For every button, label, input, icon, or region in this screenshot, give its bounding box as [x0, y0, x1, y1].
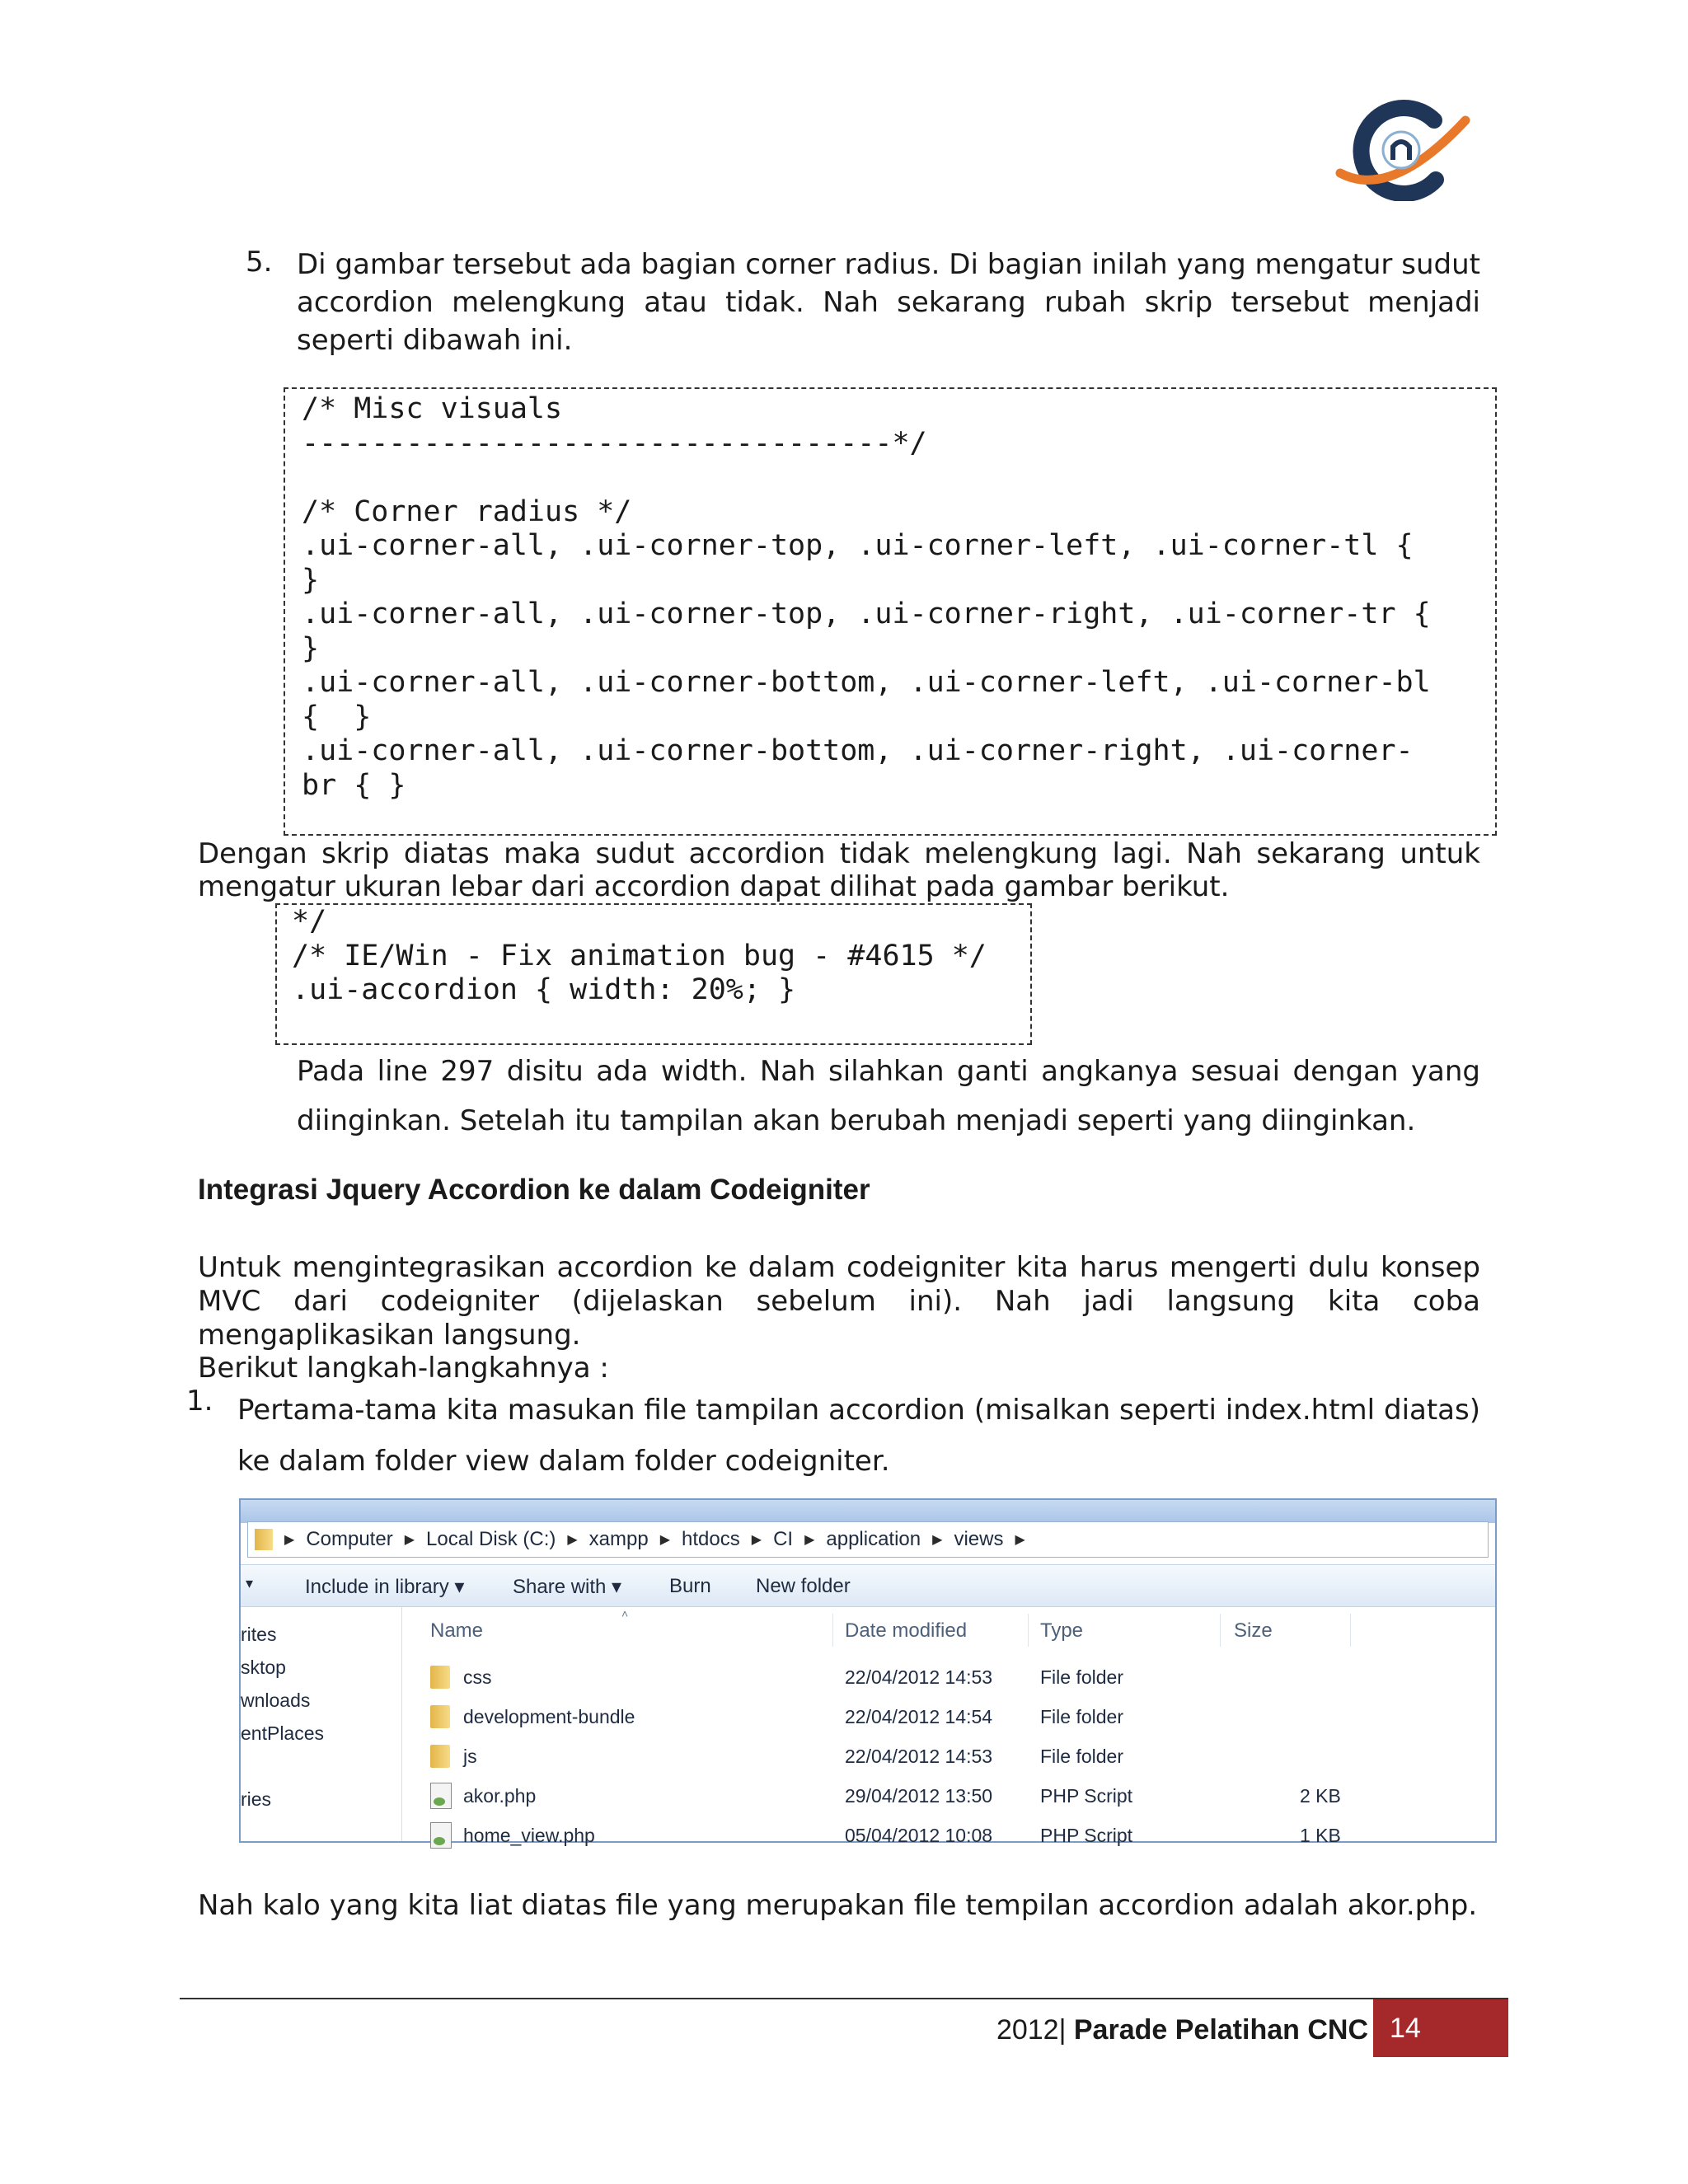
breadcrumb-item[interactable]: htdocs	[682, 1528, 740, 1550]
footer-title	[907, 2003, 1368, 2057]
file-date: 22/04/2012 14:53	[845, 1666, 993, 1688]
toolbar	[241, 1564, 1495, 1607]
code-line: ----------------------------------*/	[302, 426, 927, 460]
nav-item-downloads[interactable]: wnloads	[241, 1690, 311, 1711]
code-line: }	[302, 631, 320, 665]
include-in-library-button[interactable]: Include in library ▾	[305, 1576, 465, 1598]
file-row[interactable]	[430, 1820, 1495, 1853]
paragraph-line-297: Pada line 297 disitu ada width. Nah silahkan ganti angkanya sesuai dengan yang diinginkan. Setelah itu tampilan akan berubah menjadi seperti yang diinginkan.	[297, 1055, 1480, 1137]
php-file-icon	[430, 1783, 452, 1809]
nav-item-favorites[interactable]: rites	[241, 1624, 277, 1645]
column-header-date[interactable]: Date modified	[845, 1619, 968, 1642]
file-name: home_view.php	[463, 1825, 595, 1846]
file-name: akor.php	[463, 1785, 537, 1807]
code-line: .ui-corner-all, .ui-corner-bottom, .ui-corner-left, .ui-corner-bl	[302, 666, 1431, 699]
code-line: */	[292, 905, 327, 938]
code-line: /* Corner radius */	[302, 494, 632, 528]
code-line: /* Misc visuals	[302, 392, 563, 425]
chevron-right-icon[interactable]: ▶	[1015, 1533, 1025, 1547]
file-date: 05/04/2012 10:08	[845, 1825, 993, 1846]
file-row[interactable]	[430, 1780, 1495, 1813]
file-date: 29/04/2012 13:50	[845, 1785, 993, 1807]
code-line	[302, 461, 1431, 495]
cnc-logo-icon	[1334, 97, 1472, 201]
nav-item-libraries[interactable]: ries	[241, 1788, 272, 1810]
chevron-right-icon[interactable]: ▶	[932, 1533, 943, 1547]
file-date: 22/04/2012 14:54	[845, 1706, 993, 1727]
column-header-type[interactable]: Type	[1040, 1619, 1084, 1642]
step-5-number: 5.	[246, 246, 273, 279]
burn-button[interactable]: Burn	[669, 1575, 711, 1597]
file-type: PHP Script	[1040, 1825, 1133, 1846]
folder-icon	[255, 1529, 273, 1550]
chevron-right-icon[interactable]: ▶	[659, 1533, 671, 1547]
file-size: 2 KB	[1300, 1785, 1341, 1807]
file-date: 22/04/2012 14:53	[845, 1746, 993, 1767]
file-type: PHP Script	[1040, 1785, 1133, 1807]
code-line: }	[302, 563, 320, 597]
share-with-button[interactable]: Share with ▾	[513, 1576, 622, 1598]
step-5-text: Di gambar tersebut ada bagian corner radius. Di bagian inilah yang mengatur sudut accordion melengkung atau tidak. Nah sekarang rubah skrip tersebut menjadi seperti dibawah ini.	[297, 248, 1480, 357]
section-heading: Integrasi Jquery Accordion ke dalam Codeigniter	[198, 1174, 870, 1206]
code-block-accordion-width	[275, 903, 1032, 1045]
organize-dropdown-icon[interactable]: ▾	[246, 1575, 254, 1591]
breadcrumb-item[interactable]: Computer	[306, 1528, 393, 1550]
code-line: { }	[302, 700, 372, 733]
chevron-right-icon[interactable]: ▶	[804, 1533, 815, 1547]
navigation-pane	[241, 1607, 402, 1841]
code-line: br { }	[302, 768, 406, 802]
file-name: development-bundle	[463, 1706, 635, 1727]
file-row[interactable]	[430, 1701, 1495, 1734]
folder-icon	[430, 1666, 450, 1689]
nav-item-recent-places[interactable]: entPlaces	[241, 1722, 325, 1744]
folder-icon	[430, 1705, 450, 1728]
footer-separator: |	[1058, 2014, 1067, 2046]
code-line: /* IE/Win - Fix animation bug - #4615 */	[292, 939, 987, 972]
file-type: File folder	[1040, 1706, 1123, 1727]
code-line: .ui-corner-all, .ui-corner-bottom, .ui-corner-right, .ui-corner-	[302, 734, 1414, 767]
breadcrumb-item[interactable]: application	[826, 1528, 921, 1550]
breadcrumb	[284, 1528, 1025, 1551]
file-size: 1 KB	[1300, 1825, 1341, 1846]
code-lines	[302, 392, 1431, 803]
nav-item-desktop[interactable]: sktop	[241, 1657, 286, 1678]
address-bar[interactable]	[247, 1521, 1489, 1558]
step-1-text: Pertama-tama kita masukan file tampilan accordion (misalkan seperti index.html diatas) ke dalam folder view dalam folder codeigniter.	[237, 1394, 1480, 1478]
page-number-badge: 14	[1373, 1999, 1508, 2057]
folder-icon	[430, 1745, 450, 1768]
footer-divider	[180, 1998, 1508, 1999]
steps-label: Berikut langkah-langkahnya :	[198, 1352, 609, 1385]
file-name: js	[463, 1746, 477, 1767]
paragraph-intro: Untuk mengintegrasikan accordion ke dalam codeigniter kita harus mengerti dulu konsep MVC dari codeigniter (dijelaskan sebelum ini). Nah jadi langsung kita coba mengaplikasikan langsung.	[198, 1251, 1480, 1352]
chevron-right-icon[interactable]: ▶	[284, 1533, 295, 1547]
window-frame	[241, 1500, 1495, 1523]
chevron-right-icon[interactable]: ▶	[404, 1533, 415, 1547]
new-folder-button[interactable]: New folder	[756, 1575, 851, 1597]
breadcrumb-item[interactable]: CI	[773, 1528, 794, 1550]
breadcrumb-item[interactable]: Local Disk (C:)	[426, 1528, 556, 1550]
footer-year: 2012	[996, 2014, 1059, 2046]
chevron-right-icon[interactable]: ▶	[567, 1533, 578, 1547]
column-header-name[interactable]: Name	[430, 1619, 484, 1642]
breadcrumb-item[interactable]: views	[954, 1528, 1004, 1550]
code-line: .ui-corner-all, .ui-corner-top, .ui-corner-right, .ui-corner-tr {	[302, 598, 1431, 630]
file-row[interactable]	[430, 1741, 1495, 1774]
paragraph-final: Nah kalo yang kita liat diatas file yang merupakan file tempilan accordion adalah akor.php.	[198, 1889, 1478, 1922]
code-line: .ui-corner-all, .ui-corner-top, .ui-corner-left, .ui-corner-tl {	[302, 529, 1414, 562]
file-type: File folder	[1040, 1746, 1123, 1767]
file-row[interactable]	[430, 1661, 1495, 1694]
code-line: .ui-accordion { width: 20%; }	[292, 973, 796, 1006]
file-explorer-screenshot	[239, 1498, 1497, 1846]
file-name: css	[463, 1666, 492, 1688]
sort-arrow-icon: ˄	[621, 1607, 629, 1620]
code-lines	[292, 905, 987, 1008]
step-1-number: 1.	[186, 1385, 213, 1418]
footer-doc-title: Parade Pelatihan CNC	[1073, 2014, 1368, 2046]
file-type: File folder	[1040, 1666, 1123, 1688]
code-block-corner-radius	[284, 387, 1497, 836]
paragraph-after-code: Dengan skrip diatas maka sudut accordion tidak melengkung lagi. Nah sekarang untuk mengatur ukuran lebar dari accordion dapat dilihat pada gambar berikut.	[198, 837, 1480, 903]
php-file-icon	[430, 1822, 452, 1849]
column-header-size[interactable]: Size	[1234, 1619, 1273, 1642]
breadcrumb-item[interactable]: xampp	[588, 1528, 649, 1550]
chevron-right-icon[interactable]: ▶	[751, 1533, 762, 1547]
